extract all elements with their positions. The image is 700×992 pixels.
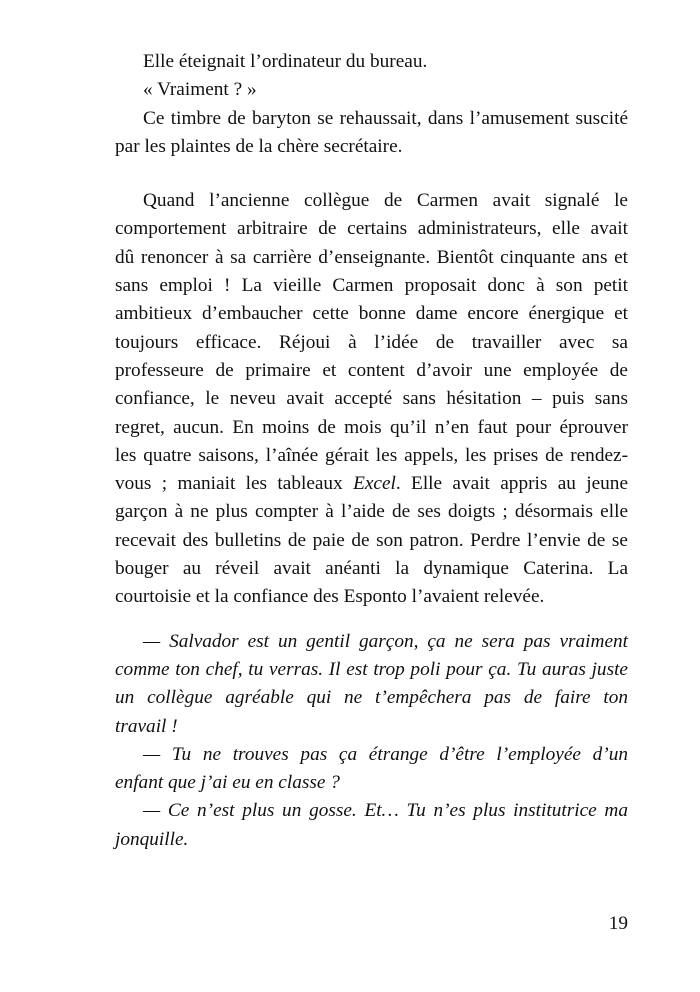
dialogue-line: — Tu ne trouves pas ça étrange d’être l’employée d’un xyxy=(143,743,628,765)
text-line: Ce timbre de baryton se rehaussait, dans l’amusement suscité xyxy=(143,107,628,129)
text-line: confiance, le neveu avait accepté sans hésitation – puis sans xyxy=(115,388,628,410)
text-line: courtoisie et la confiance des Esponto l’avaient relevée. xyxy=(115,586,545,608)
dialogue-line: — Ce n’est plus un gosse. Et… Tu n’es plus institutrice ma xyxy=(143,800,628,822)
text-segment: . Elle avait appris au jeune xyxy=(395,473,629,495)
text-line: comportement arbitraire de certains administrateurs, elle avait xyxy=(115,218,628,240)
text-segment: vous ; maniait les tableaux xyxy=(115,473,354,495)
text-line: toujours efficace. Réjoui à l’idée de travailler avec sa xyxy=(115,331,628,353)
dialogue-line: jonquille. xyxy=(115,828,189,850)
text-line: garçon à ne plus compter à l’aide de ses doigts ; désormais elle xyxy=(115,501,628,523)
text-line: « Vraiment ? » xyxy=(143,79,257,101)
text-line: recevait des bulletins de paie de son patron. Perdre l’envie de se xyxy=(115,529,628,551)
dialogue-line: enfant que j’ai eu en classe ? xyxy=(115,772,340,794)
dialogue-line: travail ! xyxy=(115,715,178,737)
paragraph-2 xyxy=(115,187,628,611)
dialogue-line: — Salvador est un gentil garçon, ça ne sera pas vraiment xyxy=(143,630,628,652)
text-line: dû renoncer à sa carrière d’enseignante. Bientôt cinquante ans et xyxy=(115,246,628,268)
text-line: les quatre saisons, l’aînée gérait les appels, les prises de rendez- xyxy=(115,444,628,466)
text-line xyxy=(115,470,628,498)
page-body xyxy=(115,48,628,854)
text-line: par les plaintes de la chère secrétaire. xyxy=(115,135,403,157)
dialogue-line: comme ton chef, tu verras. Il est trop poli pour ça. Tu auras juste xyxy=(115,658,628,680)
text-line: bouger au réveil avait anéanti la dynamique Caterina. La xyxy=(115,558,628,580)
text-line: professeure de primaire et content d’avoir une employée de xyxy=(115,359,628,381)
text-line: sans emploi ! La vieille Carmen proposait donc à son petit xyxy=(115,275,628,297)
text-line: ambitieux d’embaucher cette bonne dame encore énergique et xyxy=(115,303,628,325)
paragraph-1 xyxy=(115,48,628,161)
dialogue-line: un collègue agréable qui ne t’empêchera pas de faire ton xyxy=(115,687,628,709)
text-line: Quand l’ancienne collègue de Carmen avait signalé le xyxy=(143,190,628,212)
text-line: regret, aucun. En moins de mois qu’il n’en faut pour éprouver xyxy=(115,416,628,438)
italic-word: Excel xyxy=(353,473,396,495)
text-line: Elle éteignait l’ordinateur du bureau. xyxy=(143,51,428,72)
dialogue xyxy=(115,628,628,854)
page-number: 19 xyxy=(608,913,628,934)
